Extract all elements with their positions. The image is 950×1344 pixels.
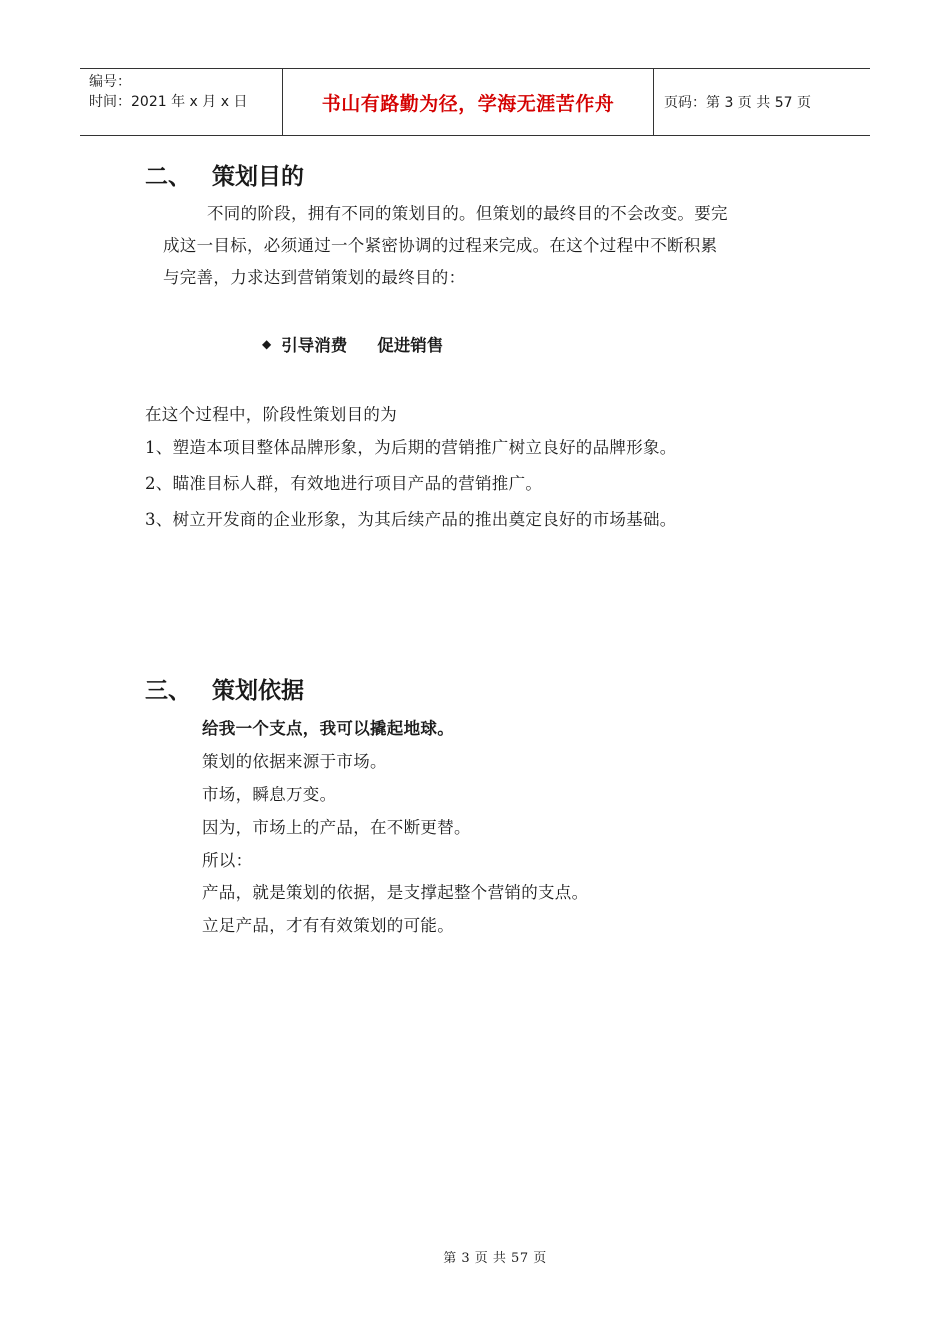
text-line: 市场，瞬息万变。 [202,785,337,804]
header-meta [80,69,282,135]
paragraph-line: 与完善，力求达到营销策划的最终目的： [163,268,466,287]
text-line: 所以： [202,851,253,870]
list-item: 3、树立开发商的企业形象，为其后续产品的推出奠定良好的市场基础。 [145,510,677,529]
paragraph-line: 不同的阶段，拥有不同的策划目的。但策划的最终目的不会改变。要完 [207,204,728,223]
bullet-text-b: 促进销售 [377,336,444,355]
stage-goals-intro: 在这个过程中，阶段性策划目的为 [145,405,397,424]
text-line: 产品，就是策划的依据，是支撑起整个营销的支点。 [202,883,589,902]
list-item: 2、瞄准目标人群，有效地进行项目产品的营销推广。 [145,474,543,493]
quote-line: 给我一个支点，我可以撬起地球。 [202,719,454,738]
number-label: 编号： [89,74,131,90]
text-line: 立足产品，才有有效策划的可能。 [202,916,454,935]
section-3-heading [145,672,304,705]
section-2-title: 策划目的 [212,164,304,190]
date-label: 时间：2021 年 x 月 x 日 [89,94,248,110]
list-item: 1、塑造本项目整体品牌形象，为后期的营销推广树立良好的品牌形象。 [145,438,677,457]
section-2-number: 二、 [145,164,191,190]
section-2-paragraph [163,198,823,294]
section-2-heading [145,158,304,191]
bullet-text-a: 引导消费 [281,336,348,355]
header-page-label: 页码：第 3 页 共 57 页 [664,95,811,111]
goal-bullet [262,332,443,356]
text-line: 因为，市场上的产品，在不断更替。 [202,818,471,837]
diamond-bullet-icon: ◆ [262,337,272,351]
paragraph-line: 成这一目标，必须通过一个紧密协调的过程来完成。在这个过程中不断积累 [163,236,718,255]
page-footer: 第 3 页 共 57 页 [443,1251,547,1266]
section-3-number: 三、 [145,678,191,704]
section-3-title: 策划依据 [212,678,304,704]
document-header [80,68,870,136]
text-line: 策划的依据来源于市场。 [202,752,387,771]
header-motto: 书山有路勤为径，学海无涯苦作舟 [282,69,654,135]
